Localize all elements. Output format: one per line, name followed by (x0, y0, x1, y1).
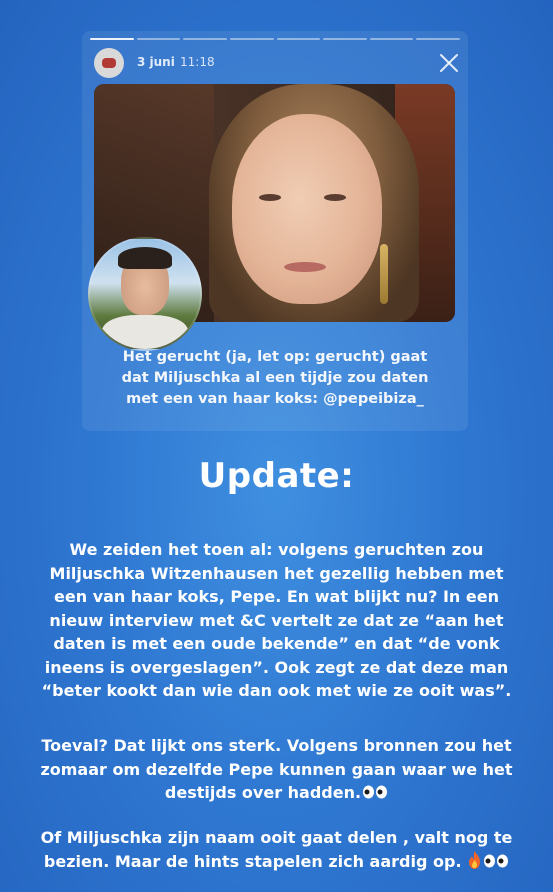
fire-emoji-icon (468, 851, 481, 869)
text-line: Of Miljuschka zijn naam ooit gaat delen , valt nog te (40, 828, 513, 847)
progress-segment (230, 38, 274, 40)
avatar-logo (102, 58, 116, 68)
text-line: bezien. Maar de hints stapelen zich aardig op. (43, 851, 462, 871)
progress-segment (137, 38, 181, 40)
photo-eye-right (324, 194, 346, 201)
story-caption (82, 347, 468, 410)
text-line: Miljuschka Witzenhausen het gezellig hebben met (49, 563, 504, 583)
text-line-with-emoji (10, 781, 543, 805)
text-line: destijds over hadden. (164, 783, 362, 802)
progress-segment (277, 38, 321, 40)
photo-earring (380, 244, 388, 304)
eyes-emoji-icon (483, 854, 509, 868)
photo-subject-face (232, 114, 382, 304)
story-time: 11:18 (180, 55, 215, 69)
progress-segment (416, 38, 460, 40)
close-button[interactable] (438, 52, 460, 74)
inset-profile-photo (88, 237, 202, 351)
progress-segment (183, 38, 227, 40)
paragraph-2 (10, 734, 543, 805)
inset-shirt (102, 315, 188, 351)
story-progress-bar (90, 38, 460, 40)
progress-segment (370, 38, 414, 40)
account-avatar[interactable] (94, 48, 124, 78)
caption-line: Het gerucht (ja, let op: gerucht) gaat (122, 349, 428, 365)
text-line: ineens is overgeslagen”. Ook zegt ze dat deze man (44, 657, 509, 677)
text-line: zomaar om dezelfde Pepe kunnen gaan waar we het (40, 759, 513, 779)
reshared-story-card[interactable] (82, 31, 468, 431)
paragraph-3 (10, 826, 543, 873)
text-line: nieuw interview met &C vertelt ze dat ze “aan het (49, 610, 504, 630)
text-line: We zeiden het toen al: volgens geruchten zou (69, 540, 484, 559)
text-line-with-emoji (10, 850, 543, 874)
eyes-emoji-icon (362, 785, 388, 799)
text-line: “beter kookt dan wie dan ook met wie ze ooit was”. (41, 681, 512, 700)
progress-segment (90, 38, 134, 40)
photo-eye-left (259, 194, 281, 201)
story-date: 3 juni (137, 55, 175, 69)
update-title: Update: (198, 456, 355, 496)
close-icon (438, 52, 460, 74)
caption-line: met een van haar koks: @pepeibiza_ (126, 391, 424, 407)
inset-hair (118, 247, 172, 269)
progress-segment (323, 38, 367, 40)
caption-line: dat Miljuschka al een tijdje zou daten (121, 370, 429, 386)
text-line: Toeval? Dat lijkt ons sterk. Volgens bronnen zou het (41, 736, 512, 755)
text-line: een van haar koks, Pepe. En wat blijkt nu? In een (54, 587, 499, 606)
text-line: daten is met een oude bekende” en dat “de vonk (53, 634, 500, 653)
paragraph-1 (10, 538, 543, 703)
photo-lips (284, 262, 326, 272)
